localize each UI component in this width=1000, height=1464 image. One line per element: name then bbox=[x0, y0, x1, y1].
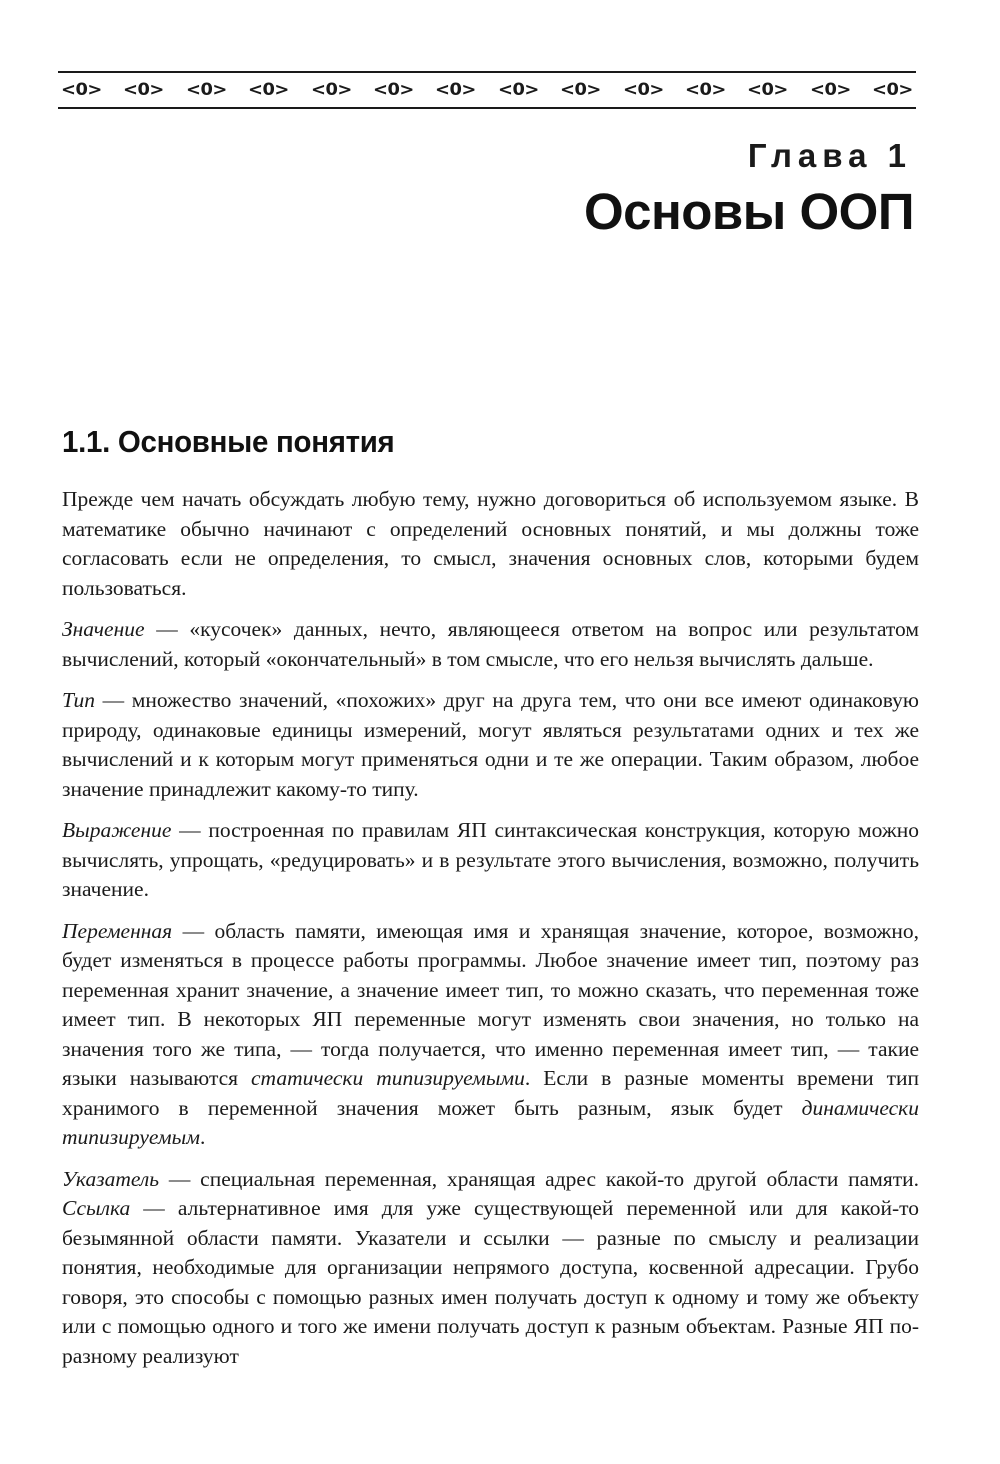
term-type: Тип bbox=[62, 688, 95, 712]
definition-value: — «кусочек» данных, нечто, являющееся ответом на вопрос или результатом вычислений, который «окончательный» в том смысле, что его нельзя вычислять дальше. bbox=[62, 617, 919, 671]
definition-pointer-part2: — альтернативное имя для уже существующей переменной или для какой-то безымянной области памяти. Указатели и ссылки — разные по смыслу и реализации понятия, необходимые для организации непрямого доступа, косвенной адресации. Грубо говоря, это способы с помощью разных имен получать доступ к одному и тому же объекту или с помощью одного и того же имени получать доступ к разным объектам. Разные ЯП по-разному реализуют bbox=[62, 1196, 919, 1368]
header-rule-bottom bbox=[58, 107, 916, 109]
chapter-title: Основы ООП bbox=[583, 183, 914, 240]
ornament-glyph: <0> bbox=[61, 80, 102, 100]
ornament-glyph: <0> bbox=[622, 80, 664, 100]
ornament-row bbox=[58, 78, 916, 102]
ornament-glyph: <0> bbox=[123, 80, 165, 100]
ornament-glyph: <0> bbox=[872, 80, 913, 100]
ornament-glyph: <0> bbox=[684, 80, 726, 100]
ornament-glyph: <0> bbox=[185, 80, 227, 100]
header-ornament-bar bbox=[58, 66, 916, 112]
body-text bbox=[62, 485, 919, 1383]
paragraph-expression bbox=[62, 816, 919, 905]
ornament-glyph: <0> bbox=[497, 80, 539, 100]
term-reference: Ссылка bbox=[62, 1196, 131, 1220]
ornament-glyph: <0> bbox=[435, 80, 477, 100]
term-expression: Выражение bbox=[62, 818, 172, 842]
paragraph-variable bbox=[62, 917, 919, 1153]
ornament-glyph: <0> bbox=[310, 80, 352, 100]
paragraph-pointer bbox=[62, 1165, 919, 1372]
ornament-glyph: <0> bbox=[747, 80, 789, 100]
header-rule-top bbox=[58, 71, 916, 73]
paragraph-intro: Прежде чем начать обсуждать любую тему, нужно договориться об используемом языке. В математике обычно начинают с определений основных понятий, и мы должны тоже согласовать если не определения, то смысл, значения основных слов, которыми будем пользоваться. bbox=[62, 487, 919, 600]
definition-pointer-part1: — специальная переменная, хранящая адрес какой-то другой области памяти. bbox=[159, 1166, 919, 1191]
term-dynamic-typing: динамически типизируемым bbox=[62, 1095, 919, 1149]
term-value: Значение bbox=[62, 617, 145, 641]
ornament-glyph: <0> bbox=[809, 80, 851, 100]
definition-variable-part2: . Если в разные моменты времени тип хранимого в переменной значения может быть разным, язык будет bbox=[62, 1066, 919, 1120]
section-title: 1.1. Основные понятия bbox=[62, 424, 395, 459]
term-pointer: Указатель bbox=[62, 1166, 160, 1191]
definition-variable-part3: . bbox=[199, 1125, 206, 1149]
definition-variable-part1: — область памяти, имеющая имя и хранящая значение, которое, возможно, будет изменяться в процессе работы программы. Любое значение имеет тип, поэтому раз переменная хранит значение, а значение имеет тип, то можно сказать, что переменная тоже имеет тип. В некоторых ЯП переменные могут изменять свои значения, но только на значения того же типа, — тогда получается, что именно переменная имеет тип, — такие языки называются bbox=[62, 918, 919, 1090]
paragraph-type bbox=[62, 686, 919, 804]
term-variable: Переменная bbox=[62, 918, 173, 943]
definition-type: — множество значений, «похожих» друг на друга тем, что они все имеют одинаковую природу, одинаковые единицы измерений, могут являться результатами одних и тех же вычислений и к которым могут применяться одни и те же операции. Таким образом, любое значение принадлежит какому-то типу. bbox=[62, 688, 919, 801]
term-static-typing: статически типизируемыми bbox=[251, 1066, 525, 1090]
definition-expression: — построенная по правилам ЯП синтаксическая конструкция, которую можно вычислять, упрощать, «редуцировать» и в результате этого вычисления, возможно, получить значение. bbox=[62, 818, 919, 901]
ornament-glyph: <0> bbox=[372, 80, 414, 100]
paragraph-value bbox=[62, 615, 919, 674]
chapter-label: Глава 1 bbox=[747, 137, 912, 174]
ornament-glyph: <0> bbox=[248, 80, 289, 100]
ornament-glyph: <0> bbox=[560, 80, 601, 100]
